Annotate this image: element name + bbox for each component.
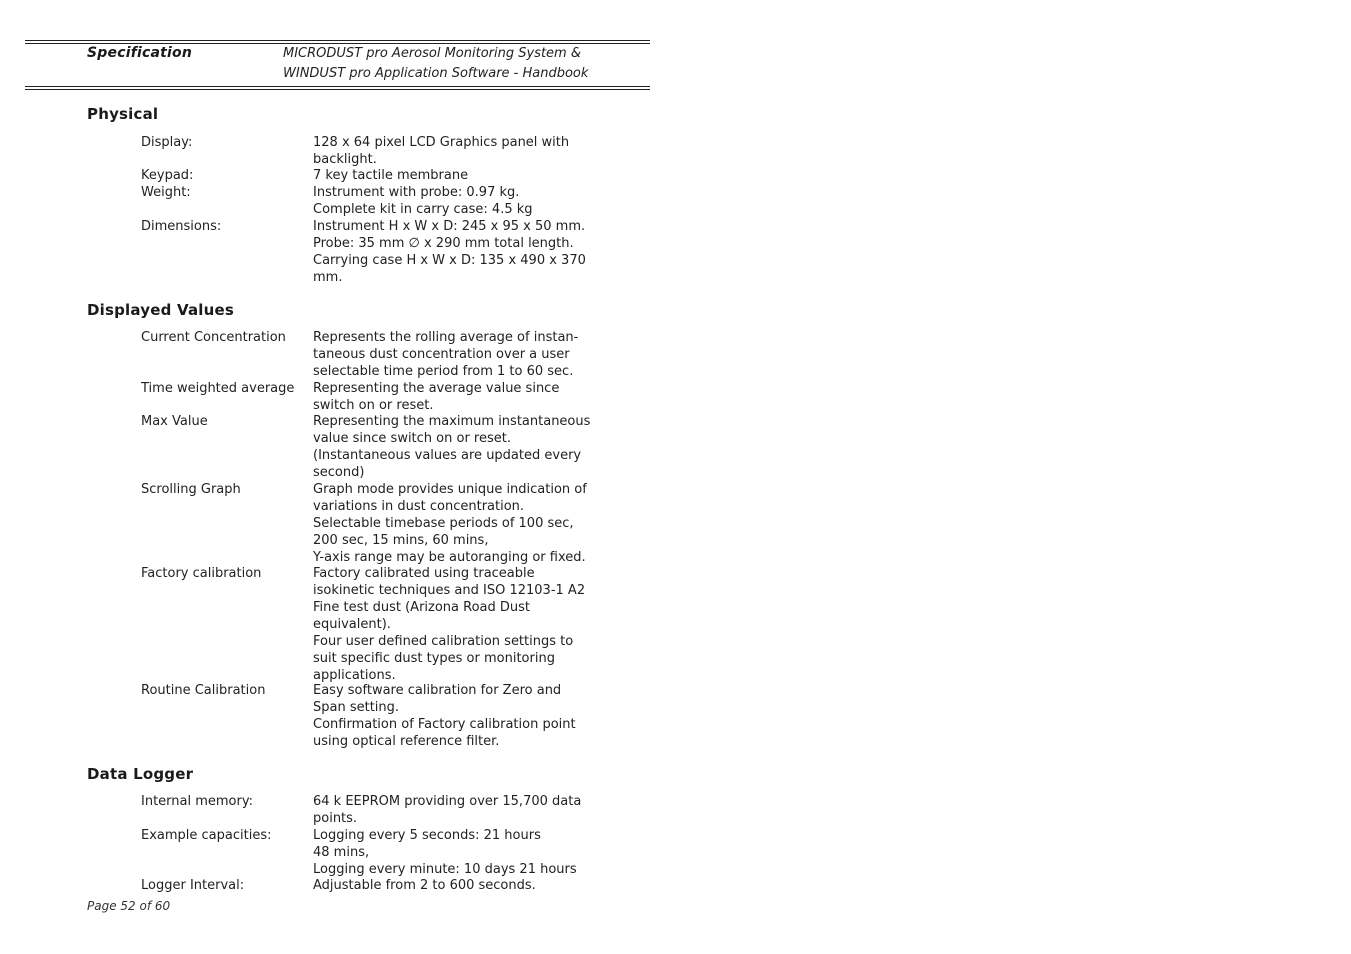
spec-value-line: Four user defined calibration settings to	[313, 634, 574, 649]
spec-value-line: 200 sec, 15 mins, 60 mins,	[313, 533, 489, 548]
spec-value-line: 48 mins,	[313, 845, 370, 860]
page-number: Page 52 of 60	[87, 899, 171, 913]
spec-value-line: using optical reference filter.	[313, 734, 500, 749]
spec-value-dimensions	[313, 218, 603, 286]
spec-label-factory-calibration: Factory calibration	[141, 566, 262, 581]
spec-value-line: variations in dust concentration.	[313, 499, 525, 514]
spec-value-line: backlight.	[313, 152, 377, 167]
spec-value-line: equivalent).	[313, 617, 391, 632]
spec-value-line: taneous dust concentration over a user	[313, 347, 570, 362]
header-bottom-rule-2	[25, 89, 650, 90]
spec-value-internal-memory	[313, 793, 603, 827]
spec-value-scrolling-graph	[313, 481, 603, 566]
spec-value-line: Confirmation of Factory calibration point	[313, 717, 576, 732]
spec-value-line: value since switch on or reset.	[313, 431, 511, 446]
spec-label-current-concentration: Current Concentration	[141, 330, 286, 345]
spec-value-display	[313, 134, 603, 168]
spec-value-current-concentration	[313, 329, 603, 380]
spec-value-line: 128 x 64 pixel LCD Graphics panel with	[313, 135, 570, 150]
spec-value-line: Factory calibrated using traceable	[313, 566, 535, 581]
spec-value-line: Y-axis range may be autoranging or fixed.	[313, 550, 586, 565]
spec-label-example-capacities: Example capacities:	[141, 828, 272, 843]
spec-value-line: isokinetic techniques and ISO 12103-1 A2	[313, 583, 586, 598]
spec-value-line: Adjustable from 2 to 600 seconds.	[313, 878, 536, 893]
spec-value-line: second)	[313, 465, 365, 480]
spec-label-logger-interval: Logger Interval:	[141, 878, 245, 893]
spec-label-max-value: Max Value	[141, 414, 208, 429]
spec-value-max-value	[313, 413, 603, 481]
spec-value-line: Logging every 5 seconds: 21 hours	[313, 828, 541, 843]
spec-label-routine-calibration: Routine Calibration	[141, 683, 266, 698]
spec-value-line: switch on or reset.	[313, 398, 434, 413]
header-title-line-1: MICRODUST pro Aerosol Monitoring System &	[283, 46, 581, 61]
spec-label-keypad: Keypad:	[141, 168, 194, 183]
spec-value-line: Complete kit in carry case: 4.5 kg	[313, 202, 533, 217]
spec-value-routine-calibration	[313, 682, 603, 750]
spec-value-example-capacities	[313, 827, 603, 878]
spec-value-line: Easy software calibration for Zero and	[313, 683, 562, 698]
spec-value-keypad	[313, 167, 603, 184]
section-title-displayed-values: Displayed Values	[87, 301, 235, 319]
spec-value-time-weighted-average	[313, 380, 603, 414]
spec-value-line: Span setting.	[313, 700, 400, 715]
spec-value-line: Representing the maximum instantaneous	[313, 414, 591, 429]
spec-value-line: Representing the average value since	[313, 381, 560, 396]
spec-value-line: mm.	[313, 270, 343, 285]
spec-label-weight: Weight:	[141, 185, 191, 200]
spec-value-line: Graph mode provides unique indication of	[313, 482, 587, 497]
header-top-rule-1	[25, 40, 650, 41]
spec-label-dimensions: Dimensions:	[141, 219, 222, 234]
spec-label-scrolling-graph: Scrolling Graph	[141, 482, 241, 497]
spec-value-line: Carrying case H x W x D: 135 x 490 x 370	[313, 253, 586, 268]
section-title-data-logger: Data Logger	[87, 765, 194, 783]
spec-label-display: Display:	[141, 135, 193, 150]
spec-value-line: 7 key tactile membrane	[313, 168, 469, 183]
spec-value-line: applications.	[313, 668, 396, 683]
spec-value-logger-interval	[313, 877, 603, 894]
spec-value-line: Fine test dust (Arizona Road Dust	[313, 600, 531, 615]
spec-value-line: Represents the rolling average of instan-	[313, 330, 579, 345]
section-title-physical: Physical	[87, 105, 159, 123]
header-document-title	[283, 44, 588, 84]
spec-value-line: Instrument with probe: 0.97 kg.	[313, 185, 520, 200]
spec-value-line: points.	[313, 811, 358, 826]
spec-value-weight	[313, 184, 603, 218]
spec-value-line: Instrument H x W x D: 245 x 95 x 50 mm.	[313, 219, 586, 234]
header-title-line-2: WINDUST pro Application Software - Handbook	[283, 66, 589, 81]
spec-value-factory-calibration	[313, 565, 603, 684]
spec-value-line: selectable time period from 1 to 60 sec.	[313, 364, 574, 379]
header-bottom-rule-1	[25, 86, 650, 87]
spec-value-line: suit specific dust types or monitoring	[313, 651, 555, 666]
header-section-label: Specification	[87, 45, 193, 61]
spec-value-line: Selectable timebase periods of 100 sec,	[313, 516, 574, 531]
spec-value-line: Logging every minute: 10 days 21 hours	[313, 862, 577, 877]
spec-label-internal-memory: Internal memory:	[141, 794, 253, 809]
spec-value-line: 64 k EEPROM providing over 15,700 data	[313, 794, 582, 809]
spec-value-line: Probe: 35 mm ∅ x 290 mm total length.	[313, 236, 574, 251]
spec-label-time-weighted-average: Time weighted average	[141, 381, 295, 396]
spec-value-line: (Instantaneous values are updated every	[313, 448, 582, 463]
